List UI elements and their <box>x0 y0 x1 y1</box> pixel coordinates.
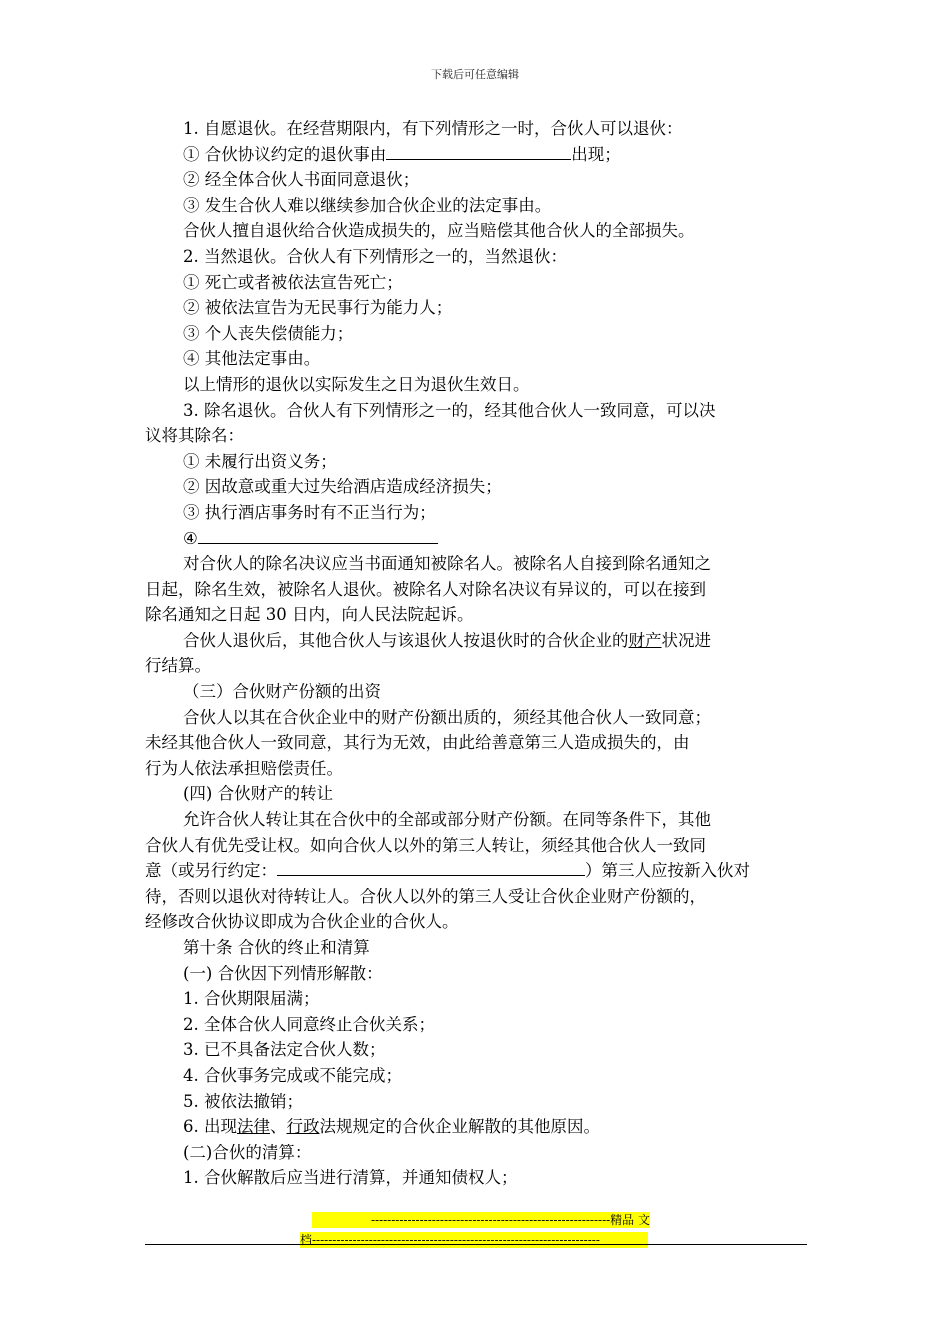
paragraph-continuation: 日起，除名生效，被除名人退伙。被除名人对除名决议有异议的，可以在接到 <box>145 579 706 599</box>
list-item: 2. 全体合伙人同意终止合伙关系； <box>183 1014 435 1034</box>
clause-automatic-withdrawal: 2. 当然退伙。合伙人有下列情形之一的，当然退伙： <box>183 246 567 266</box>
paragraph-continuation: 行为人依法承担赔偿责任。 <box>145 758 343 778</box>
list-item: ③ 个人丧失偿债能力； <box>183 323 354 343</box>
clause-expulsion: 3. 除名退伙。合伙人有下列情形之一的，经其他合伙人一致同意，可以决 <box>183 400 716 420</box>
paragraph: 合伙人退伙后，其他合伙人与该退伙人按退伙时的合伙企业的财产状况进 <box>183 630 711 650</box>
list-item: ④ <box>145 526 809 552</box>
footer-line-2: 档----------------------------------------------------------------------- <box>300 1232 648 1248</box>
paragraph: 允许合伙人转让其在合伙中的全部或部分财产份额。在同等条件下，其他 <box>183 810 711 830</box>
section-heading: (四) 合伙财产的转让 <box>183 784 334 804</box>
paragraph-continuation: 议将其除名： <box>145 426 244 446</box>
footer-rule <box>145 1244 807 1245</box>
section-heading: (二)合伙的清算： <box>183 1142 312 1162</box>
footer-line-1: -----------------------------------------------------------精品 文 <box>312 1212 650 1228</box>
fill-in-blank[interactable] <box>198 526 438 544</box>
article-heading: 第十条 合伙的终止和清算 <box>183 938 370 957</box>
list-item: ③ 发生合伙人难以继续参加合伙企业的法定事由。 <box>183 195 552 215</box>
paragraph: 以上情形的退伙以实际发生之日为退伙生效日。 <box>183 374 530 394</box>
list-item: ① 合伙协议约定的退伙事由 出现； <box>145 142 809 168</box>
paragraph-continuation: 经修改合伙协议即成为合伙企业的合伙人。 <box>145 912 459 932</box>
list-item: 3. 已不具备法定合伙人数； <box>183 1040 386 1060</box>
paragraph-continuation: 除名通知之日起 30 日内，向人民法院起诉。 <box>145 605 474 625</box>
section-heading: （三）合伙财产份额的出资 <box>183 682 381 702</box>
paragraph-continuation: 行结算。 <box>145 656 211 676</box>
paragraph-continuation: 待，否则以退伙对待转让人。合伙人以外的第三人受让合伙企业财产份额的， <box>145 886 706 906</box>
list-item: 1. 合伙期限届满； <box>183 989 320 1009</box>
header-note: 下载后可任意编辑 <box>431 68 519 81</box>
list-item: ② 因故意或重大过失给酒店造成经济损失； <box>183 477 502 497</box>
list-item: 4. 合伙事务完成或不能完成； <box>183 1065 402 1085</box>
paragraph-continuation: 合伙人有优先受让权。如向合伙人以外的第三人转让，须经其他合伙人一致同 <box>145 835 706 855</box>
link-law[interactable]: 法律 <box>237 1117 270 1137</box>
clause-voluntary-withdrawal: 1. 自愿退伙。在经营期限内，有下列情形之一时，合伙人可以退伙： <box>183 119 683 138</box>
paragraph-continuation: 意（或另行约定： ）第三人应按新入伙对 <box>145 858 809 884</box>
paragraph: 合伙人擅自退伙给合伙造成损失的，应当赔偿其他合伙人的全部损失。 <box>183 221 695 241</box>
list-item: 6. 出现法律、行政法规规定的合伙企业解散的其他原因。 <box>183 1117 600 1137</box>
list-item: 1. 合伙解散后应当进行清算，并通知债权人； <box>183 1168 518 1188</box>
fill-in-blank[interactable] <box>277 858 585 876</box>
list-item: ① 未履行出资义务； <box>183 451 337 471</box>
list-item: ② 经全体合伙人书面同意退伙； <box>183 170 420 190</box>
fill-in-blank[interactable] <box>386 142 571 160</box>
list-item: ③ 执行酒店事务时有不正当行为； <box>183 502 436 522</box>
paragraph: 合伙人以其在合伙企业中的财产份额出质的，须经其他合伙人一致同意； <box>183 707 711 727</box>
list-item: 5. 被依法撤销； <box>183 1091 303 1111</box>
link-administration[interactable]: 行政 <box>286 1117 320 1137</box>
paragraph-continuation: 未经其他合伙人一致同意，其行为无效，由此给善意第三人造成损失的，由 <box>145 733 690 753</box>
list-item: ② 被依法宣告为无民事行为能力人； <box>183 298 453 318</box>
paragraph: 对合伙人的除名决议应当书面通知被除名人。被除名人自接到除名通知之 <box>183 554 711 574</box>
footer-banner <box>300 1212 650 1252</box>
list-item: ④ 其他法定事由。 <box>183 349 321 369</box>
section-heading: (一) 合伙因下列情形解散： <box>183 963 383 983</box>
list-item: ① 死亡或者被依法宣告死亡； <box>183 272 403 292</box>
link-property[interactable]: 财产 <box>628 630 662 650</box>
document-body <box>145 116 809 1191</box>
